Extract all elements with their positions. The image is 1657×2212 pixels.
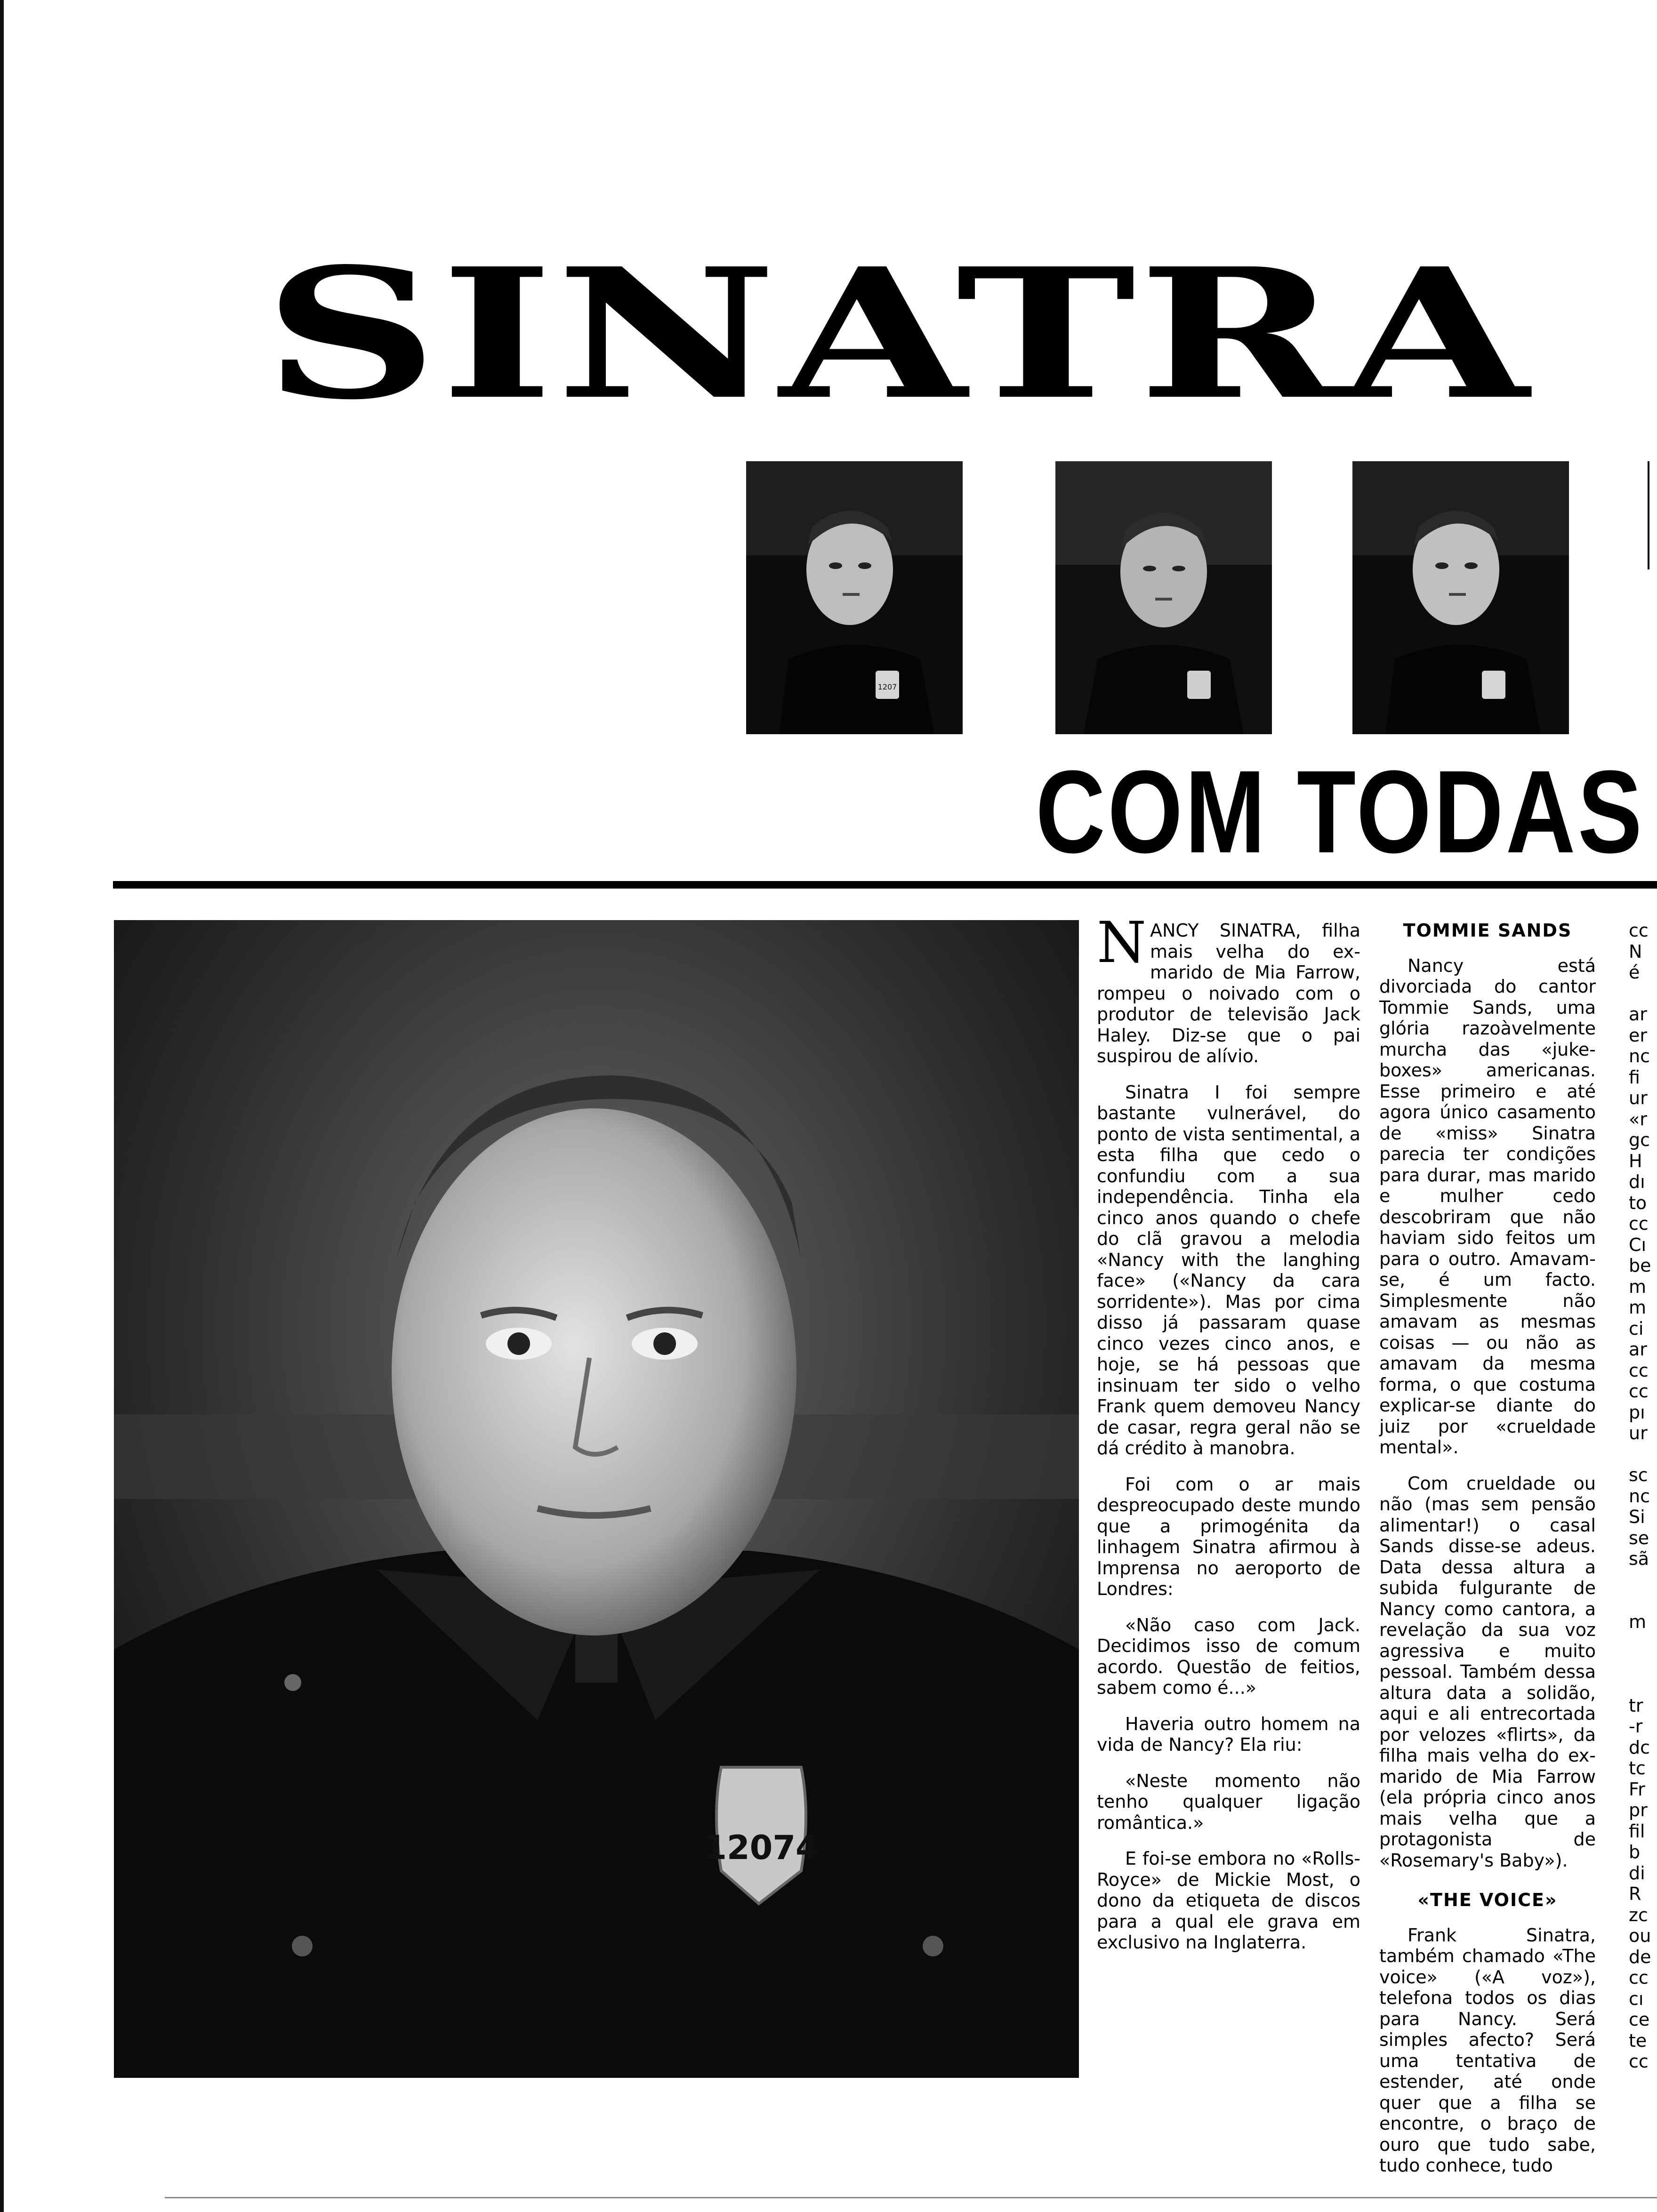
section-heading: TOMMIE SANDS [1403, 920, 1572, 941]
drop-cap: N [1097, 910, 1146, 976]
column-3-fragment: dc [1629, 1737, 1650, 1758]
cropped-photo-edge [1648, 461, 1657, 569]
bottom-rule [165, 2197, 1657, 2198]
column-3-fragment: te [1629, 2030, 1647, 2051]
column-3-fragment: di [1629, 1862, 1645, 1883]
column-3-fragment: nc [1629, 1485, 1650, 1507]
column-3-fragment: -r [1629, 1716, 1643, 1737]
paragraph: Com crueldade ou não (mas sem pensão alimentar!) o casal Sands disse-se adeus. Data dessa altura a subida fulgurante de Nancy como cantora, a revelação da sua voz agressiva e muito pessoal. Também dessa altura data a solidão, aqui e ali entrecortada por velozes «flirts», da filha mais velha do ex-marido de Mia Farrow (ela própria cinco anos mais velha que a protagonista de «Rosemary's Baby»). [1379, 1473, 1596, 1871]
column-3-fragment: cc [1629, 920, 1649, 941]
column-3-fragment: er [1629, 1025, 1648, 1046]
column-3-fragment: cı [1629, 1988, 1644, 2009]
column-3-fragment: fi [1629, 1066, 1640, 1088]
column-3-fragment [1629, 1653, 1657, 1675]
subheadline: COM TODAS [1036, 746, 1645, 877]
main-photo-portrait [114, 920, 1079, 2078]
paragraph-text: ANCY SINATRA, filha mais velha do ex-marido de Mia Farrow, rompeu o noivado com o produtor de televisão Jack Haley. Diz-se que o pai suspirou de alívio. [1097, 920, 1360, 1066]
paragraph: Frank Sinatra, também chamado «The voice» («A voz»), telefona todos os dias para Nancy. Será simples afecto? Será uma tentativa de estender, até onde quer que a filha se encontre, o braço de ouro que tudo sabe, tudo conhece, tudo [1379, 1924, 1596, 2176]
article-column-3-cropped [1629, 920, 1657, 2072]
column-3-fragment: to [1629, 1192, 1647, 1213]
column-3-fragment: be [1629, 1255, 1651, 1276]
paragraph: Sinatra I foi sempre bastante vulnerável, do ponto de vista sentimental, a esta filha que cedo o confundiu com a sua independência. Tinha ela cinco anos quando o chefe do clã gravou a melodia «Nancy with the langhing face» («Nancy da cara sorridente»). Mas por cima disso já passaram quase cinco vezes cinco anos, e hoje, se há pessoas que insinuam ter sido o velho Frank quem demoveu Nancy de casar, regra geral não se dá crédito à manobra. [1097, 1082, 1360, 1459]
column-3-fragment: Si [1629, 1507, 1645, 1527]
column-3-fragment: m [1629, 1611, 1647, 1632]
paragraph: E foi-se embora no «Rolls-Royce» de Mickie Most, o dono da etiqueta de discos para a qual ele grava em exclusivo na Inglaterra. [1097, 1848, 1360, 1953]
column-3-fragment: dı [1629, 1171, 1645, 1192]
column-3-fragment: ur [1629, 1423, 1648, 1443]
column-3-fragment: sã [1629, 1548, 1649, 1569]
paragraph: Foi com o ar mais despreocupado deste mundo que a primogénita da linhagem Sinatra afirmou à Imprensa no aeroporto de Londres: [1097, 1474, 1360, 1599]
column-3-fragment: ar [1629, 1004, 1647, 1025]
headline: SINATRA [264, 229, 1532, 439]
thumbnail-photo-3 [1352, 461, 1569, 734]
column-3-fragment: ci [1629, 1318, 1644, 1339]
column-3-fragment: b [1629, 1842, 1641, 1862]
section-rule [113, 881, 1657, 889]
column-3-fragment: de [1629, 1946, 1651, 1967]
column-3-fragment: ur [1629, 1088, 1648, 1108]
column-3-fragment: se [1629, 1527, 1649, 1548]
column-3-fragment: m [1629, 1297, 1647, 1318]
column-3-fragment: nc [1629, 1046, 1650, 1066]
column-3-fragment: N [1629, 941, 1642, 962]
column-3-fragment: Fr [1629, 1779, 1645, 1800]
column-3-fragment: cc [1629, 1360, 1649, 1381]
thumbnail-photo-2 [1055, 461, 1272, 734]
page-edge [0, 0, 4, 2212]
column-3-fragment: fil [1629, 1820, 1645, 1842]
paragraph [1097, 910, 1360, 1067]
column-3-fragment [1629, 1674, 1657, 1695]
section-heading: «THE VOICE» [1417, 1890, 1558, 1910]
article-column-2 [1379, 920, 1596, 2191]
column-3-fragment: sc [1629, 1465, 1648, 1485]
column-3-fragment [1629, 1570, 1657, 1591]
thumb-badge-text: 1207 [877, 682, 897, 691]
column-3-fragment: R [1629, 1883, 1641, 1904]
column-3-fragment [1629, 983, 1657, 1004]
article-column-1 [1097, 910, 1360, 1968]
column-3-fragment: gc [1629, 1130, 1650, 1150]
column-3-fragment: cc [1629, 1381, 1649, 1402]
column-3-fragment: pı [1629, 1402, 1645, 1423]
column-3-fragment: é [1629, 962, 1640, 983]
column-3-fragment: tc [1629, 1758, 1646, 1779]
column-3-fragment: cc [1629, 1213, 1649, 1234]
column-3-fragment: tr [1629, 1695, 1643, 1716]
quote-paragraph: «Neste momento não tenho qualquer ligação romântica.» [1097, 1770, 1360, 1833]
column-3-fragment: ar [1629, 1339, 1647, 1360]
column-3-fragment: m [1629, 1276, 1647, 1297]
column-3-fragment [1629, 1590, 1657, 1611]
column-3-fragment: cc [1629, 1967, 1649, 1988]
column-3-fragment: pr [1629, 1800, 1648, 1820]
column-3-fragment: cc [1629, 2051, 1649, 2072]
thumbnail-photo-1 [746, 461, 963, 734]
paragraph: Haveria outro homem na vida de Nancy? Ela riu: [1097, 1713, 1360, 1755]
paragraph: Nancy está divorciada do cantor Tommie Sands, uma glória razoàvelmente murcha das «juke-boxes» americanas. Esse primeiro e até agora único casamento de «miss» Sinatra parecia ter condições para durar, mas marido e mulher cedo descobriram que não haviam sido feitos um para o outro. Amavam-se, é um facto. Simplesmente não amavam as mesmas coisas — ou não as amavam da mesma forma, o que costuma explicar-se diante do juiz por «crueldade mental». [1379, 955, 1596, 1458]
column-3-fragment: Cı [1629, 1234, 1647, 1255]
column-3-fragment [1629, 1444, 1657, 1465]
column-3-fragment [1629, 1632, 1657, 1653]
quote-paragraph: «Não caso com Jack. Decidimos isso de comum acordo. Questão de feitios, sabem como é...» [1097, 1614, 1360, 1698]
column-3-fragment: «r [1629, 1108, 1647, 1130]
badge-number-text: 12074 [704, 1828, 819, 1867]
column-3-fragment: ce [1629, 2009, 1650, 2030]
column-3-fragment: ou [1629, 1925, 1651, 1946]
column-3-fragment: zc [1629, 1904, 1648, 1925]
column-3-fragment: H [1629, 1150, 1642, 1171]
